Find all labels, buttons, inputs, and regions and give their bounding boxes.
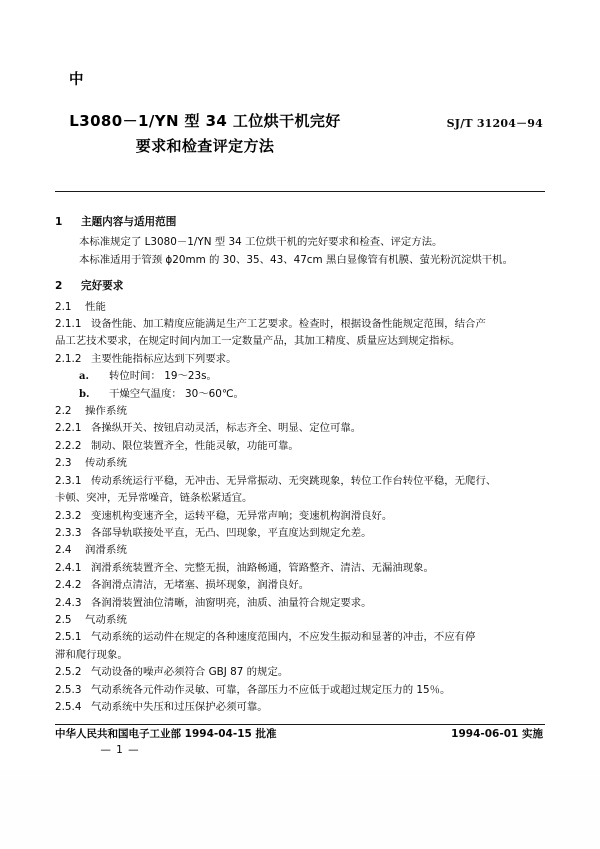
clause-2-5-1-number: 2.5.1 [55, 631, 82, 644]
list-item-b-marker: b. [79, 388, 90, 400]
clause-2-2-text: 操作系统 [85, 405, 127, 418]
clause-2-3-2-number: 2.3.2 [55, 509, 82, 522]
clause-2-4-3-text: 各润滑装置油位清晰，油窗明亮，油质、油量符合规定要求。 [91, 596, 372, 609]
clause-2-5-3-number: 2.5.3 [55, 683, 82, 696]
clause-2-2-2 [55, 438, 545, 455]
document-title-line2: 要求和检查评定方法 [135, 137, 275, 155]
clause-2-1-2 [55, 351, 545, 368]
clause-2-4-2 [55, 577, 545, 594]
clause-2-5-4-number: 2.5.4 [55, 700, 82, 713]
clause-2-4-1 [55, 560, 545, 577]
clause-2-5-2 [55, 664, 545, 681]
clause-2-1-text: 性能 [85, 300, 106, 313]
clause-2-3-2 [55, 508, 545, 525]
clause-2-5-2-text: 气动设备的噪声必须符合 GBJ 87 的规定。 [91, 666, 289, 679]
footer-implementation-text: 1994-06-01 实施 [451, 728, 543, 740]
section-2-title: 完好要求 [81, 280, 124, 293]
clause-2-3-number: 2.3 [55, 457, 72, 470]
section-heading-2 [55, 278, 545, 295]
clause-2-2-2-text: 制动、限位装置齐全，性能灵敏，功能可靠。 [91, 439, 299, 452]
clause-2-5-4 [55, 699, 545, 716]
list-item-a [79, 368, 545, 385]
section-heading-1 [55, 214, 545, 231]
list-item-b-text: 干燥空气温度： 30～60℃。 [109, 387, 244, 400]
section-2-clause-list [55, 299, 545, 717]
clause-2-5-text: 气动系统 [85, 613, 127, 626]
clause-2-4-number: 2.4 [55, 544, 72, 557]
clause-2-5-number: 2.5 [55, 613, 72, 626]
page-content [55, 0, 545, 725]
clause-2-3-2-text: 变速机构变速齐全，运转平稳，无异常声响；变速机构润滑良好。 [91, 509, 393, 522]
clause-2-4-3 [55, 595, 545, 612]
clause-2-3-text: 传动系统 [85, 457, 127, 470]
clause-2-3-3 [55, 525, 545, 542]
clause-2-4-text: 润滑系统 [85, 544, 127, 557]
clause-2-5-3 [55, 682, 545, 699]
standard-number: SJ/T 31204－94 [446, 117, 543, 130]
document-body [55, 192, 545, 725]
footer-approval-text: 中华人民共和国电子工业部 1994-04-15 批准 [55, 728, 277, 740]
page-number: — 1 — [100, 744, 140, 756]
clause-2-2-2-number: 2.2.2 [55, 439, 82, 452]
clause-2-4-2-number: 2.4.2 [55, 579, 82, 592]
clause-2-2-number: 2.2 [55, 405, 72, 418]
clause-2-1-2-text: 主要性能指标应达到下列要求。 [91, 352, 237, 365]
clause-2-5-1-continuation: 滞和爬行现象。 [55, 648, 128, 661]
clause-2-5 [55, 612, 545, 629]
section-1-paragraph-2: 本标准适用于管颈 ϕ20mm 的 30、35、43、47cm 黑白显像管有机膜、萤光粉沉淀烘干机。 [79, 253, 513, 266]
list-item-a-marker: a. [79, 371, 89, 383]
clause-2-2-1 [55, 420, 545, 437]
clause-2-1-number: 2.1 [55, 300, 72, 313]
document-title-line1: L3080－1/YN 型 34 工位烘干机完好 [69, 112, 341, 130]
document-title [55, 109, 355, 159]
clause-2-4-3-number: 2.4.3 [55, 596, 82, 609]
clause-2-3 [55, 455, 545, 472]
clause-2-5-3-text: 气动系统各元件动作灵敏、可靠，各部压力不应低于或超过规定压力的 15％。 [91, 683, 451, 696]
clause-2-3-1-number: 2.3.1 [55, 474, 82, 487]
clause-2-5-2-number: 2.5.2 [55, 666, 82, 679]
section-1-number: 1 [55, 216, 63, 228]
clause-2-5-4-text: 气动系统中失压和过压保护必须可靠。 [91, 700, 268, 713]
clause-2-3-1 [55, 473, 545, 490]
section-1-paragraph-1: 本标准规定了 L3080－1/YN 型 34 工位烘干机的完好要求和检查、评定方法。 [79, 236, 443, 249]
clause-2-3-1-text: 传动系统运行平稳，无冲击、无异常振动、无突跳现象，转位工作台转位平稳，无爬行、 [91, 474, 497, 487]
clause-2-4-2-text: 各润滑点清洁，无堵塞、损坏现象，润滑良好。 [91, 579, 310, 592]
section-2-number: 2 [55, 280, 63, 293]
clause-2-1-1-text: 设备性能、加工精度应能满足生产工艺要求。检查时，根据设备性能规定范围，结合产 [91, 318, 486, 331]
clause-2-1 [55, 299, 545, 316]
clause-2-1-1 [55, 316, 545, 333]
title-block [55, 109, 545, 171]
clause-2-1-1-number: 2.1.1 [55, 318, 82, 331]
clause-2-5-1-text: 气动系统的运动件在规定的各种速度范围内，不应发生振动和显著的冲击，不应有停 [91, 631, 476, 644]
clause-2-1-1-continuation: 品工艺技术要求，在规定时间内加工一定数量产品，其加工精度、质量应达到规定指标。 [55, 335, 461, 348]
page-footer [55, 726, 545, 741]
clause-2-3-3-text: 各部导轨联接处平直，无凸、凹现象，平直度达到规定允差。 [91, 526, 372, 539]
clause-2-4-1-number: 2.4.1 [55, 561, 82, 574]
clause-2-4 [55, 542, 545, 559]
clause-2-1-2-number: 2.1.2 [55, 352, 82, 365]
section-1-title: 主题内容与适用范围 [81, 216, 177, 228]
list-item-a-text: 转位时间： 19～23s。 [109, 370, 217, 383]
clause-2-4-1-text: 润滑系统装置齐全、完整无损，油路畅通，管路整齐、清洁、无漏油现象。 [91, 561, 434, 574]
clause-2-2 [55, 403, 545, 420]
clause-2-3-3-number: 2.3.3 [55, 526, 82, 539]
masthead-title: 中 [69, 72, 88, 88]
clause-2-2-1-number: 2.2.1 [55, 422, 82, 435]
list-item-b [79, 386, 545, 403]
clause-2-3-1-continuation: 卡顿、突冲，无异常噪音，链条松紧适宜。 [55, 492, 253, 505]
clause-2-2-1-text: 各操纵开关、按钮启动灵活，标志齐全、明显、定位可靠。 [91, 422, 362, 435]
clause-2-5-1 [55, 629, 545, 646]
